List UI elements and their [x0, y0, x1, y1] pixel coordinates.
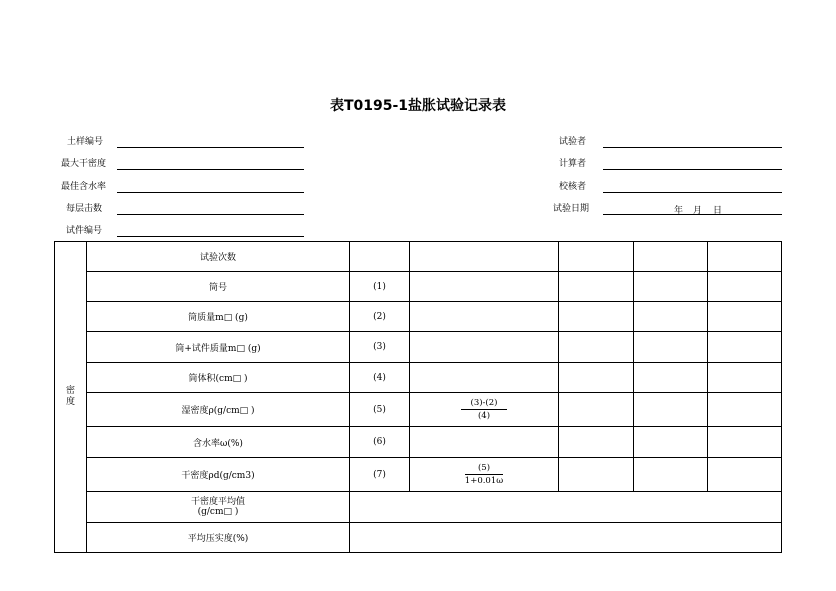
checker-label: 校核者 [559, 182, 587, 192]
item-cell: 筒质量m□ (g) [87, 302, 350, 332]
blows-per-layer-label: 每层击数 [66, 204, 103, 214]
value-cell[interactable] [559, 427, 634, 458]
blows-per-layer-field[interactable] [117, 214, 304, 215]
item-cell: 含水率ω(%) [87, 427, 350, 458]
value-cell[interactable] [708, 242, 782, 272]
table-row [55, 458, 782, 492]
test-date-label: 试验日期 [553, 204, 590, 214]
formula-denominator: (4) [477, 411, 491, 421]
value-cell[interactable] [559, 458, 634, 492]
formula-cell [410, 458, 559, 492]
code-cell [350, 242, 410, 272]
code-cell: (2) [350, 302, 410, 332]
value-cell[interactable] [410, 427, 559, 458]
value-cell[interactable] [634, 332, 708, 363]
specimen-number-field[interactable] [117, 236, 304, 237]
code-cell: (4) [350, 363, 410, 393]
dry-density-formula [465, 463, 503, 486]
max-dry-density-label: 最大干密度 [61, 159, 107, 169]
value-cell[interactable] [559, 332, 634, 363]
code-cell: (3) [350, 332, 410, 363]
value-cell[interactable] [559, 242, 634, 272]
item-cell: 干密度ρd(g/cm3) [87, 458, 350, 492]
calculator-field[interactable] [603, 169, 782, 170]
tester-label: 试验者 [559, 137, 587, 147]
avg-compaction-value[interactable] [350, 523, 782, 553]
code-cell: (6) [350, 427, 410, 458]
table-row [55, 393, 782, 427]
value-cell[interactable] [634, 427, 708, 458]
value-cell[interactable] [708, 363, 782, 393]
value-cell[interactable] [559, 363, 634, 393]
value-cell[interactable] [410, 332, 559, 363]
value-cell[interactable] [708, 427, 782, 458]
record-table [54, 241, 782, 553]
value-cell[interactable] [634, 272, 708, 302]
value-cell[interactable] [634, 302, 708, 332]
checker-field[interactable] [603, 192, 782, 193]
avg-compaction-label: 平均压实度(%) [87, 523, 350, 553]
value-cell[interactable] [708, 332, 782, 363]
value-cell[interactable] [634, 242, 708, 272]
optimum-moisture-field[interactable] [117, 192, 304, 193]
value-cell[interactable] [634, 363, 708, 393]
item-cell: 筒体积(cm□ ) [87, 363, 350, 393]
formula-denominator: 1+0.01ω [464, 476, 504, 486]
value-cell[interactable] [708, 393, 782, 427]
formula-numerator: (5) [465, 463, 503, 475]
tester-field[interactable] [603, 147, 782, 148]
avg-dry-density-value[interactable] [350, 492, 782, 523]
value-cell[interactable] [708, 272, 782, 302]
value-cell[interactable] [410, 302, 559, 332]
avg-dry-density-label: 干密度平均值 (g/cm□ ) [87, 492, 350, 523]
date-day: 日 [713, 206, 723, 216]
item-cell: 筒号 [87, 272, 350, 302]
item-cell: 湿密度ρ(g/cm□ ) [87, 393, 350, 427]
table-row [55, 492, 782, 523]
value-cell[interactable] [559, 302, 634, 332]
value-cell[interactable] [634, 393, 708, 427]
code-cell: (7) [350, 458, 410, 492]
table-row [55, 332, 782, 363]
value-cell[interactable] [410, 242, 559, 272]
table-row [55, 523, 782, 553]
code-cell: (5) [350, 393, 410, 427]
date-month: 月 [693, 206, 703, 216]
table-row [55, 242, 782, 272]
density-section-label: 密 度 [55, 242, 87, 553]
value-cell[interactable] [634, 458, 708, 492]
value-cell[interactable] [708, 458, 782, 492]
optimum-moisture-label: 最佳含水率 [61, 182, 107, 192]
value-cell[interactable] [559, 272, 634, 302]
table-row [55, 427, 782, 458]
formula-numerator: (3)-(2) [461, 398, 508, 410]
date-year: 年 [674, 206, 684, 216]
max-dry-density-field[interactable] [117, 169, 304, 170]
code-cell: (1) [350, 272, 410, 302]
item-cell: 试验次数 [87, 242, 350, 272]
value-cell[interactable] [559, 393, 634, 427]
wet-density-formula [461, 398, 508, 421]
value-cell[interactable] [410, 272, 559, 302]
table-row [55, 302, 782, 332]
item-cell: 筒+试件质量m□ (g) [87, 332, 350, 363]
formula-cell [410, 393, 559, 427]
specimen-number-label: 试件编号 [66, 226, 103, 236]
page-title: 表T0195-1盐胀试验记录表 [329, 98, 507, 114]
calculator-label: 计算者 [559, 159, 587, 169]
value-cell[interactable] [708, 302, 782, 332]
sample-number-label: 土样编号 [67, 137, 104, 147]
table-row [55, 272, 782, 302]
value-cell[interactable] [410, 363, 559, 393]
sample-number-field[interactable] [117, 147, 304, 148]
table-row [55, 363, 782, 393]
